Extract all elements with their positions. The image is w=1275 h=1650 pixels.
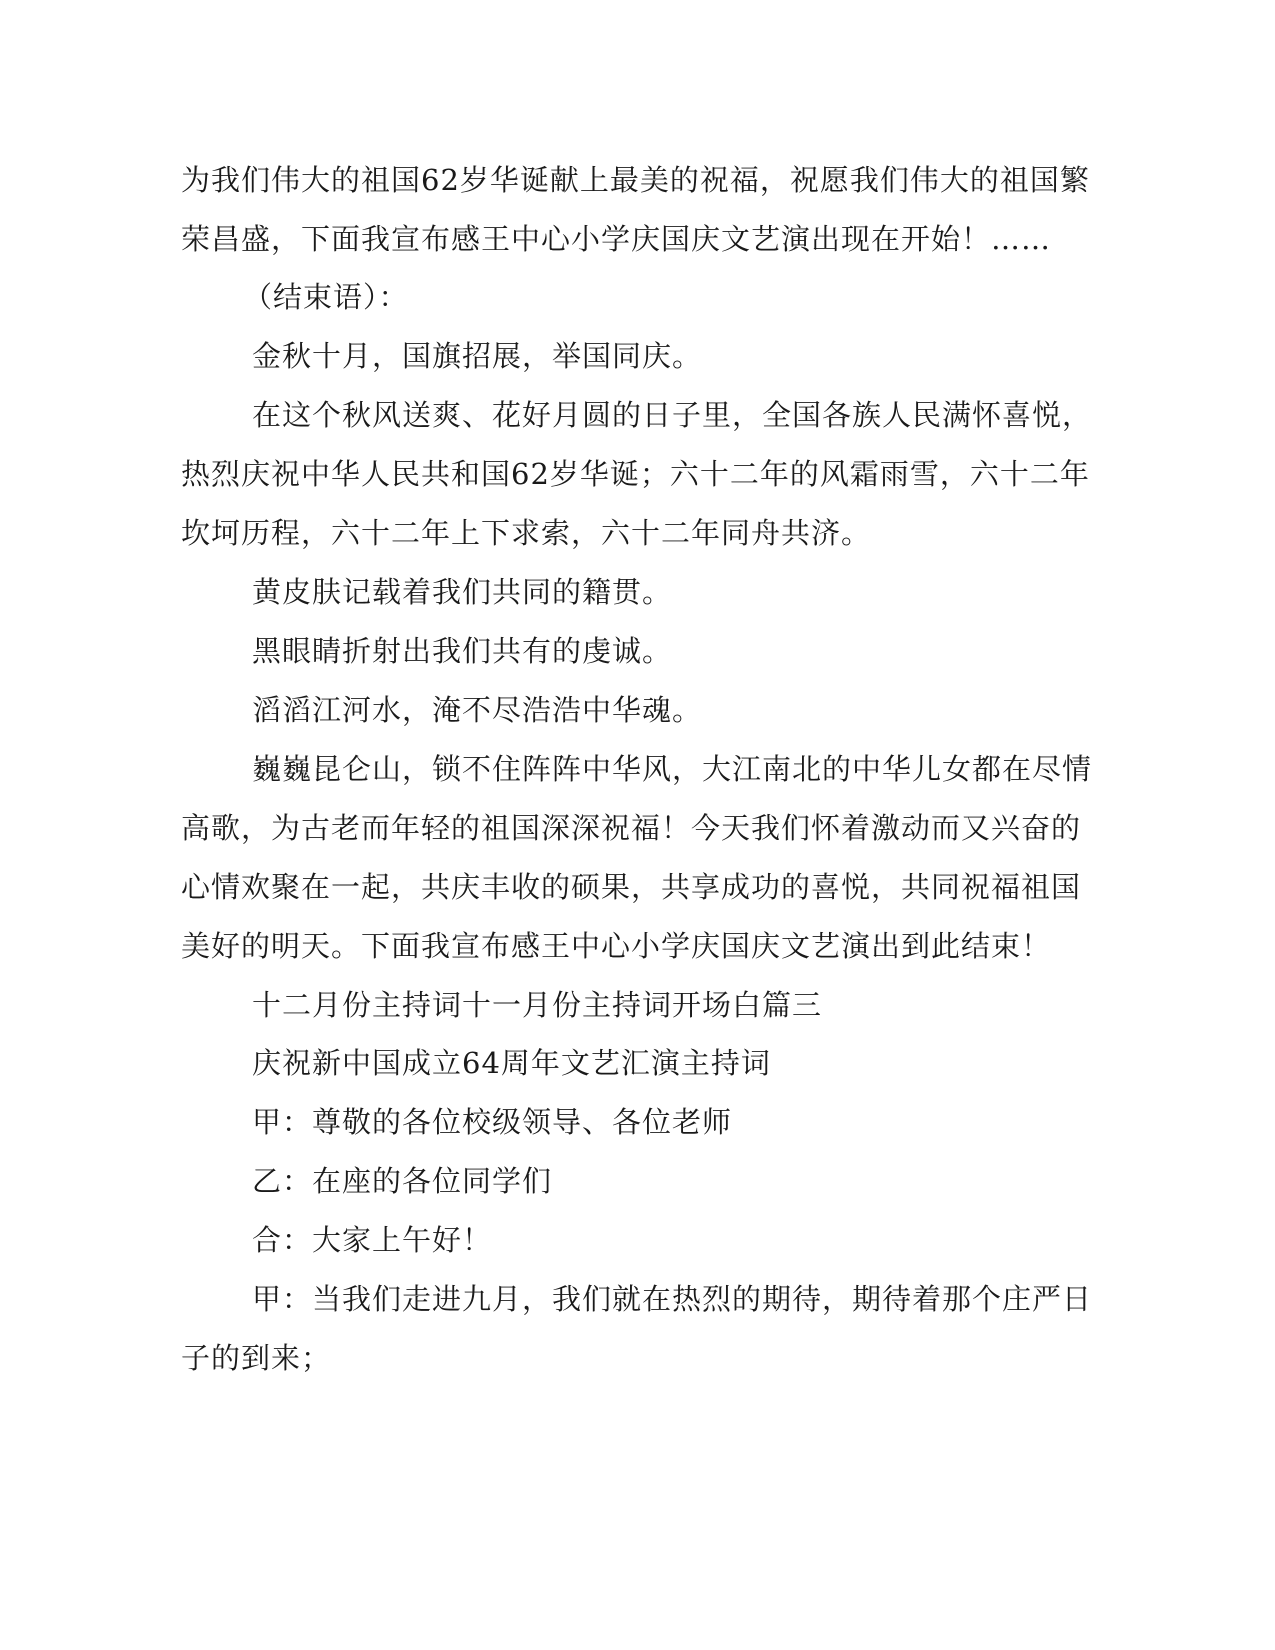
paragraph-line-2: 荣昌盛，下面我宣布感王中心小学庆国庆文艺演出现在开始！…… (181, 222, 1052, 256)
paragraph-line-4: 金秋十月，国旗招展，举国同庆。 (252, 339, 703, 373)
paragraph-line-11: 巍巍昆仑山，锁不住阵阵中华风，大江南北的中华儿女都在尽情 (252, 752, 1093, 786)
paragraph-line-13: 心情欢聚在一起，共庆丰收的硕果，共享成功的喜悦，共同祝福祖国 (181, 870, 1082, 904)
paragraph-line-5: 在这个秋风送爽、花好月圆的日子里，全国各族人民满怀喜悦， (252, 398, 1093, 432)
paragraph-line-6: 热烈庆祝中华人民共和国62岁华诞；六十二年的风霜雨雪，六十二年 (181, 457, 1090, 491)
closing-heading: （结束语）： (243, 280, 409, 314)
paragraph-line-7: 坎坷历程，六十二年上下求索，六十二年同舟共济。 (181, 516, 872, 550)
dialogue-line-2: 乙：在座的各位同学们 (252, 1164, 553, 1198)
dialogue-line-3: 合：大家上午好！ (252, 1223, 493, 1257)
paragraph-line-12: 高歌，为古老而年轻的祖国深深祝福！今天我们怀着激动而又兴奋的 (181, 811, 1082, 845)
paragraph-line-10: 滔滔江河水，淹不尽浩浩中华魂。 (252, 693, 703, 727)
dialogue-line-1: 甲：尊敬的各位校级领导、各位老师 (252, 1105, 733, 1139)
section-subtitle: 庆祝新中国成立64周年文艺汇演主持词 (252, 1046, 771, 1080)
paragraph-line-14: 美好的明天。下面我宣布感王中心小学庆国庆文艺演出到此结束！ (181, 929, 1052, 963)
paragraph-line-8: 黄皮肤记载着我们共同的籍贯。 (252, 575, 673, 609)
paragraph-line-9: 黑眼睛折射出我们共有的虔诚。 (252, 634, 673, 668)
paragraph-line-1: 为我们伟大的祖国62岁华诞献上最美的祝福，祝愿我们伟大的祖国繁 (181, 163, 1090, 197)
dialogue-line-4: 甲：当我们走进九月，我们就在热烈的期待，期待着那个庄严日 (252, 1282, 1093, 1316)
dialogue-line-5: 子的到来； (181, 1341, 332, 1375)
section-heading: 十二月份主持词十一月份主持词开场白篇三 (252, 988, 823, 1022)
